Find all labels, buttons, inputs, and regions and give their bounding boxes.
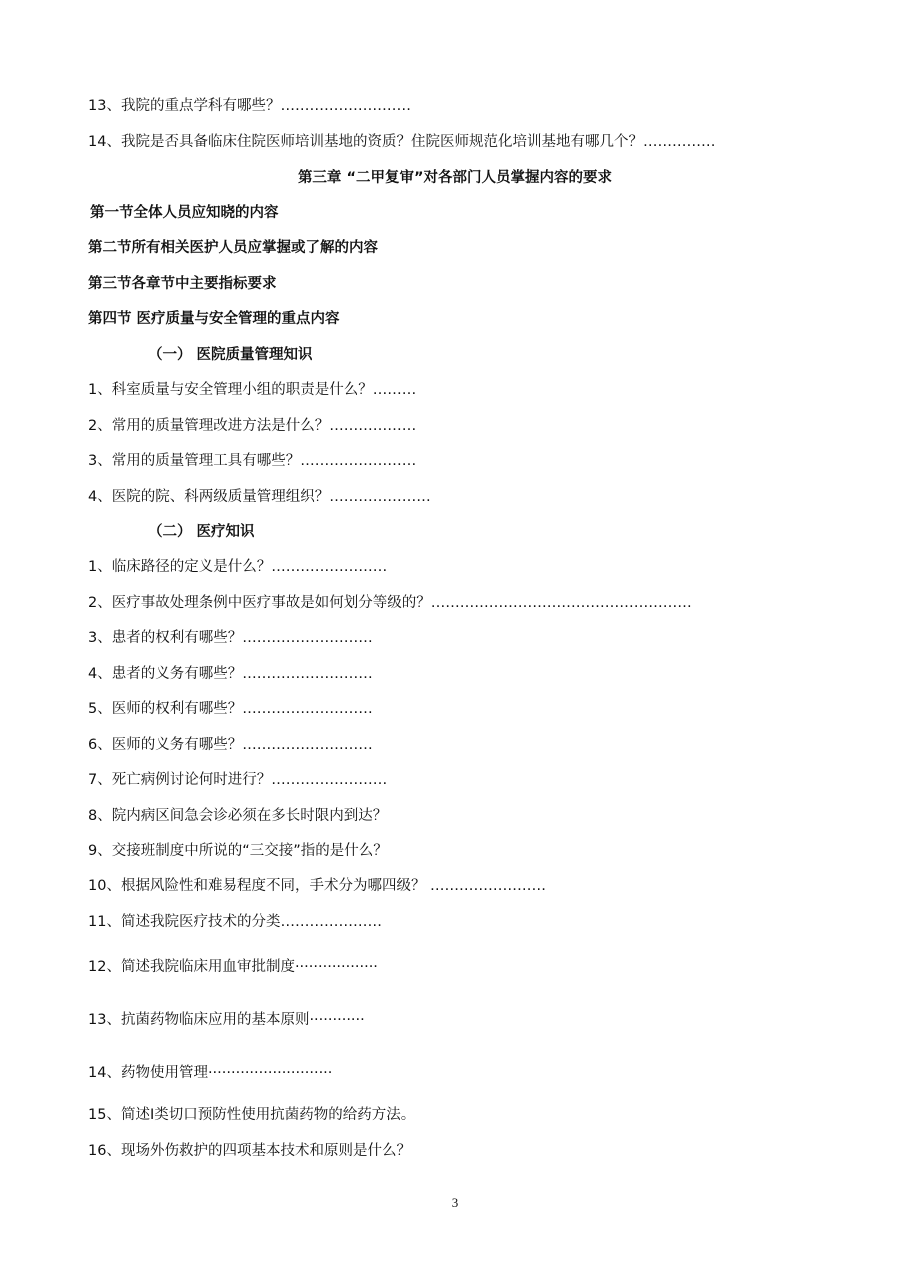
medical-question-12: 12、简述我院临床用血审批制度·················· (88, 959, 378, 975)
section-1-heading: 第一节全体人员应知晓的内容 (90, 205, 279, 221)
medical-question-1: 1、临床路径的定义是什么？…………………… (88, 559, 388, 575)
medical-question-15: 15、简述Ⅰ类切口预防性使用抗菌药物的给药方法。 (88, 1107, 416, 1123)
section-2-heading: 第二节所有相关医护人员应掌握或了解的内容 (88, 240, 378, 256)
quality-question-4: 4、医院的院、科两级质量管理组织？………………… (88, 489, 431, 505)
medical-question-11: 11、简述我院医疗技术的分类………………… (88, 914, 382, 930)
medical-question-10: 10、根据风险性和难易程度不同，手术分为哪四级？ …………………… (88, 878, 547, 894)
section-4-heading: 第四节 医疗质量与安全管理的重点内容 (88, 311, 340, 327)
medical-question-13: 13、抗菌药物临床应用的基本原则············ (88, 1012, 365, 1028)
medical-question-3: 3、患者的权利有哪些？……………………… (88, 630, 373, 646)
medical-question-6: 6、医师的义务有哪些？……………………… (88, 737, 373, 753)
medical-question-8: 8、院内病区间急会诊必须在多长时限内到达？ (88, 808, 388, 824)
chapter-3-heading: 第三章 “二甲复审”对各部门人员掌握内容的要求 (297, 170, 613, 186)
medical-question-16: 16、现场外伤救护的四项基本技术和原则是什么？ (88, 1143, 411, 1159)
question-14-training-base: 14、我院是否具备临床住院医师培训基地的资质？住院医师规范化培训基地有哪几个？…………… (88, 134, 716, 150)
quality-question-3: 3、常用的质量管理工具有哪些？…………………… (88, 453, 417, 469)
section-3-heading: 第三节各章节中主要指标要求 (88, 276, 277, 292)
medical-question-7: 7、死亡病例讨论何时进行？…………………… (88, 772, 388, 788)
quality-question-1: 1、科室质量与安全管理小组的职责是什么？……… (88, 382, 417, 398)
question-13-key-disciplines: 13、我院的重点学科有哪些？……………………… (88, 98, 411, 114)
medical-question-5: 5、医师的权利有哪些？……………………… (88, 701, 373, 717)
subsection-quality-management: （一） 医院质量管理知识 (148, 347, 313, 363)
page-number: 3 (451, 1195, 459, 1210)
medical-question-9: 9、交接班制度中所说的“三交接”指的是什么？ (88, 843, 388, 859)
medical-question-4: 4、患者的义务有哪些？……………………… (88, 666, 373, 682)
quality-question-2: 2、常用的质量管理改进方法是什么？……………… (88, 418, 417, 434)
medical-question-2: 2、医疗事故处理条例中医疗事故是如何划分等级的？……………………………………………… (88, 595, 692, 611)
medical-question-14: 14、药物使用管理··························· (88, 1065, 333, 1081)
subsection-medical-knowledge: （二） 医疗知识 (148, 524, 255, 540)
